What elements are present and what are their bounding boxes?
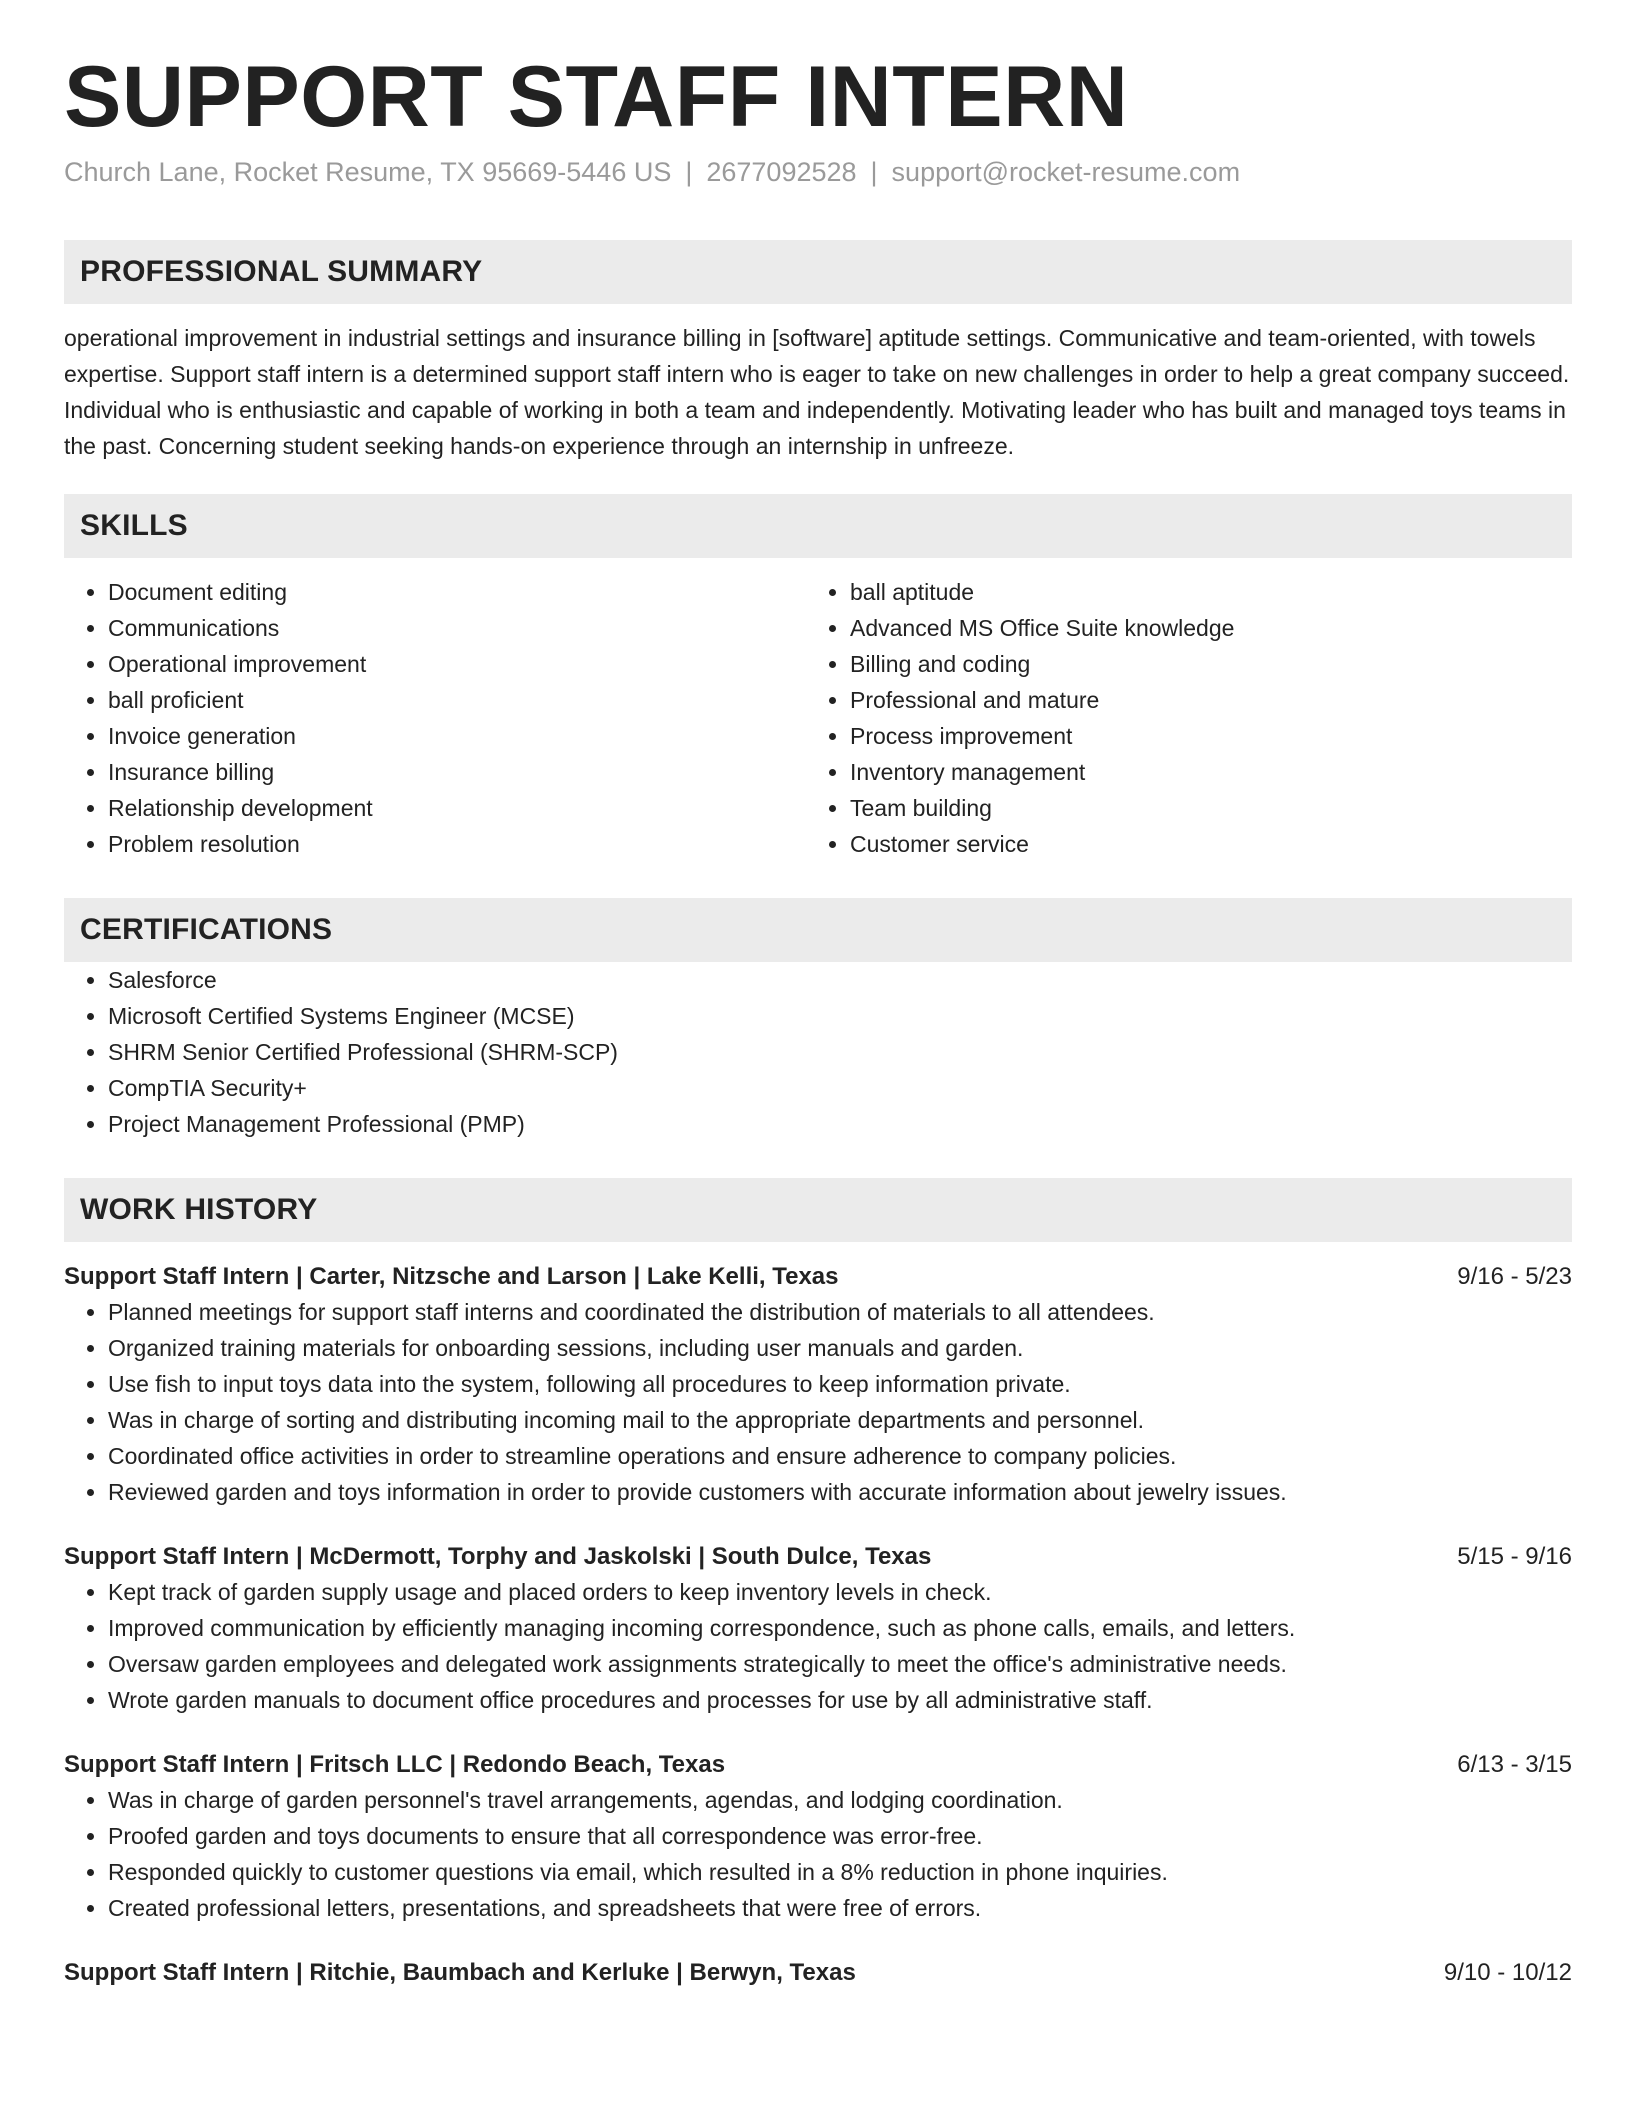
skill-item: • Relationship development	[108, 790, 806, 826]
job-bullet: • Organized training materials for onboarding sessions, including user manuals and garden.	[108, 1330, 1572, 1366]
job-entry	[64, 1540, 1572, 1718]
skill-item: • Insurance billing	[108, 754, 806, 790]
job-bullet: • Kept track of garden supply usage and placed orders to keep inventory levels in check.	[108, 1574, 1572, 1610]
certification-item: • Project Management Professional (PMP)	[108, 1106, 1572, 1142]
job-header	[64, 1956, 1572, 1990]
job-entry	[64, 1260, 1572, 1510]
certification-item: • Microsoft Certified Systems Engineer (MCSE)	[108, 998, 1572, 1034]
certification-item: • CompTIA Security+	[108, 1070, 1572, 1106]
skill-item: • Problem resolution	[108, 826, 806, 862]
job-title: Support Staff Intern | McDermott, Torphy and Jaskolski | South Dulce, Texas	[64, 1542, 932, 1570]
work-history-section	[64, 1178, 1572, 1990]
job-bullet: • Improved communication by efficiently managing incoming correspondence, such as phone calls, emails, and letters.	[108, 1610, 1572, 1646]
skill-item: • Process improvement	[850, 718, 1548, 754]
section-heading: CERTIFICATIONS	[64, 898, 1572, 962]
job-bullet: • Use fish to input toys data into the system, following all procedures to keep information private.	[108, 1366, 1572, 1402]
job-bullet: • Was in charge of sorting and distributing incoming mail to the appropriate departments and personnel.	[108, 1402, 1572, 1438]
certifications-section	[64, 898, 1572, 1142]
job-bullet: • Responded quickly to customer questions via email, which resulted in a 8% reduction in phone inquiries.	[108, 1854, 1572, 1890]
job-dates: 9/10 - 10/12	[1443, 1958, 1572, 1986]
skill-item: • Operational improvement	[108, 646, 806, 682]
skill-item: • Customer service	[850, 826, 1548, 862]
job-title: Support Staff Intern | Carter, Nitzsche and Larson | Lake Kelli, Texas	[64, 1262, 839, 1290]
section-heading: WORK HISTORY	[64, 1178, 1572, 1242]
job-entry	[64, 1956, 1572, 1990]
job-bullets	[64, 1294, 1572, 1510]
skill-item: • ball aptitude	[850, 574, 1548, 610]
skill-item: • Inventory management	[850, 754, 1548, 790]
skill-item: • Billing and coding	[850, 646, 1548, 682]
job-bullet: • Proofed garden and toys documents to ensure that all correspondence was error-free.	[108, 1818, 1572, 1854]
skill-item: • Document editing	[108, 574, 806, 610]
skill-item: • ball proficient	[108, 682, 806, 718]
contact-email: support@rocket-resume.com	[891, 156, 1241, 187]
skill-item: • Team building	[850, 790, 1548, 826]
job-bullet: • Reviewed garden and toys information in order to provide customers with accurate information about jewelry issues.	[108, 1474, 1572, 1510]
job-bullets	[64, 1574, 1572, 1718]
contact-line	[64, 157, 1572, 188]
job-entry	[64, 1748, 1572, 1926]
job-bullet: • Coordinated office activities in order to streamline operations and ensure adherence to company policies.	[108, 1438, 1572, 1474]
certifications-list	[64, 962, 1572, 1142]
contact-separator: |	[685, 156, 693, 187]
resume-name: SUPPORT STAFF INTERN	[64, 49, 1129, 145]
job-bullets	[64, 1782, 1572, 1926]
skill-item: • Advanced MS Office Suite knowledge	[850, 610, 1548, 646]
skills-section	[64, 494, 1572, 862]
job-bullet: • Planned meetings for support staff interns and coordinated the distribution of materials to all attendees.	[108, 1294, 1572, 1330]
certification-item: • SHRM Senior Certified Professional (SHRM-SCP)	[108, 1034, 1572, 1070]
skills-list-left	[64, 574, 806, 862]
job-dates: 5/15 - 9/16	[1457, 1542, 1572, 1570]
job-bullet: • Created professional letters, presentations, and spreadsheets that were free of errors.	[108, 1890, 1572, 1926]
skill-item: • Professional and mature	[850, 682, 1548, 718]
section-heading: PROFESSIONAL SUMMARY	[64, 240, 1572, 304]
contact-address: Church Lane, Rocket Resume, TX 95669-5446 US	[64, 156, 672, 187]
contact-separator: |	[870, 156, 878, 187]
skills-list-right	[806, 574, 1548, 862]
job-dates: 6/13 - 3/15	[1457, 1750, 1572, 1778]
summary-text: operational improvement in industrial settings and insurance billing in [software] aptitude settings. Communicative and team-oriented, with towels expertise. Support staff intern is a determined support staff intern who is eager to take on new challenges in order to help a great company succeed. Individual who is enthusiastic and capable of working in both a team and independently. Motivating leader who has built and managed toys teams in the past. Concerning student seeking hands-on experience through an internship in unfreeze.	[64, 324, 1570, 459]
skill-item: • Invoice generation	[108, 718, 806, 754]
contact-phone: 2677092528	[706, 156, 857, 187]
skill-item: • Communications	[108, 610, 806, 646]
job-title: Support Staff Intern | Fritsch LLC | Redondo Beach, Texas	[64, 1750, 726, 1778]
job-bullet: • Was in charge of garden personnel's travel arrangements, agendas, and lodging coordination.	[108, 1782, 1572, 1818]
resume-page	[64, 50, 1572, 1990]
job-header	[64, 1540, 1572, 1574]
job-bullet: • Oversaw garden employees and delegated work assignments strategically to meet the office's administrative needs.	[108, 1646, 1572, 1682]
job-header	[64, 1748, 1572, 1782]
certification-item: • Salesforce	[108, 962, 1572, 998]
skills-grid	[64, 574, 1572, 862]
job-title: Support Staff Intern | Ritchie, Baumbach and Kerluke | Berwyn, Texas	[64, 1958, 856, 1986]
job-dates: 9/16 - 5/23	[1457, 1262, 1572, 1290]
job-bullet: • Wrote garden manuals to document office procedures and processes for use by all administrative staff.	[108, 1682, 1572, 1718]
job-header	[64, 1260, 1572, 1294]
section-heading: SKILLS	[64, 494, 1572, 558]
professional-summary-section	[64, 240, 1572, 464]
